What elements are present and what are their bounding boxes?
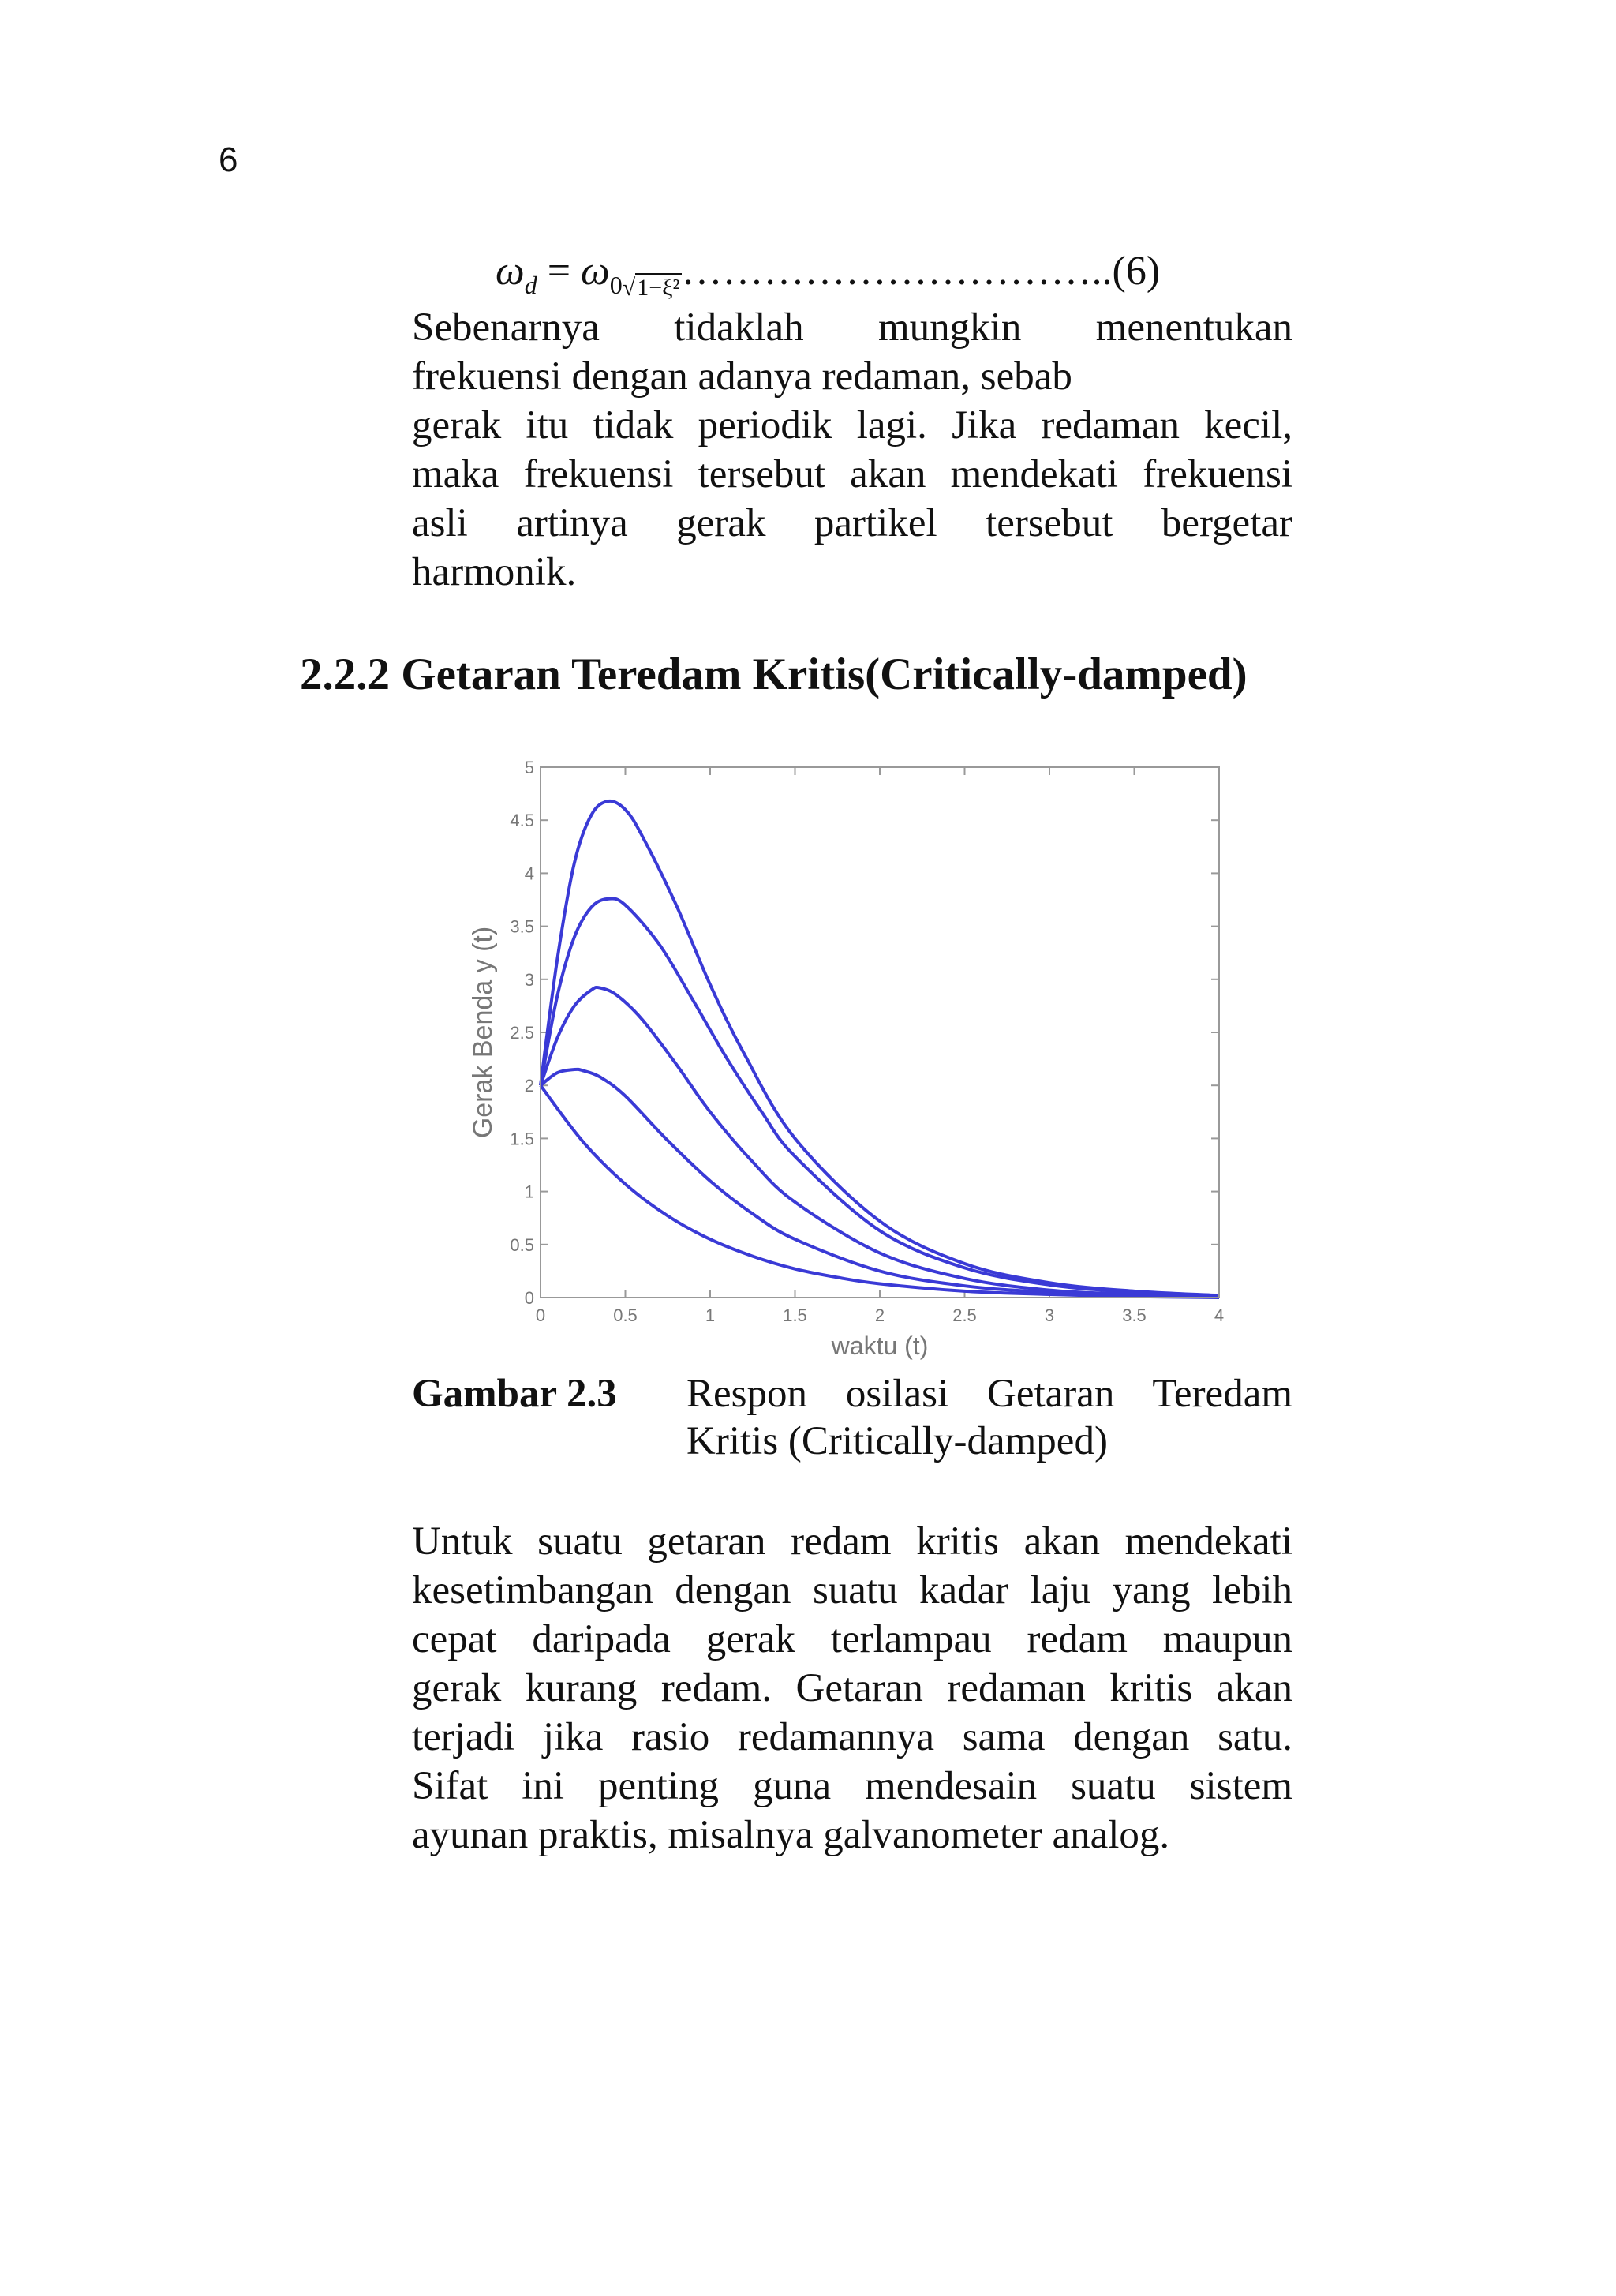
series-line-3 xyxy=(541,987,1219,1297)
y-tick-label: 3.5 xyxy=(510,916,534,937)
y-tick-label: 0 xyxy=(524,1288,534,1308)
paragraph-critical-damping xyxy=(412,1517,1292,1860)
paragraph-line: Untuk suatu getaran redam kritis akan mendekati xyxy=(412,1519,1292,1564)
y-tick-label: 0.5 xyxy=(510,1234,534,1255)
page-number: 6 xyxy=(219,140,238,179)
x-tick-label: 0 xyxy=(535,1305,546,1325)
x-tick-label: 3 xyxy=(1044,1305,1055,1325)
section-heading: 2.2.2 Getaran Teredam Kritis(Critically-damped) xyxy=(300,650,1248,699)
paragraph-line: Sebenarnya tidaklah mungkin menentukan xyxy=(412,305,1292,350)
paragraph-line: Sifat ini penting guna mendesain suatu sistem xyxy=(412,1764,1292,1808)
series-line-1 xyxy=(541,1085,1219,1298)
plot-frame xyxy=(541,767,1219,1298)
x-axis-title: waktu (t) xyxy=(831,1332,929,1360)
paragraph-line: kesetimbangan dengan suatu kadar laju yang lebih xyxy=(412,1568,1292,1612)
series-lines xyxy=(541,801,1219,1298)
y-axis-title-group xyxy=(468,927,498,1138)
figure-caption xyxy=(412,1370,1292,1465)
paragraph-line: asli artinya gerak partikel tersebut bergetar xyxy=(412,501,1292,545)
paragraph-line: gerak itu tidak periodik lagi. Jika redaman kecil, xyxy=(412,403,1292,448)
equation-leader-dots: ………………………….. xyxy=(681,249,1113,294)
equation-lhs: ω xyxy=(496,249,525,294)
y-axis-title: Gerak Benda y (t) xyxy=(468,926,498,1139)
x-tick-label: 3.5 xyxy=(1122,1305,1147,1325)
equation-sqrt: √1−ξ² xyxy=(622,275,680,301)
y-tick-label: 1.5 xyxy=(510,1129,534,1149)
equation-lhs-subscript: d xyxy=(524,271,537,299)
x-tick-label: 2 xyxy=(874,1305,885,1325)
chart-svg xyxy=(442,750,1231,1365)
paragraph-frequency-damping xyxy=(412,303,1292,597)
y-tick-label: 2 xyxy=(524,1076,534,1096)
x-tick-label: 4 xyxy=(1214,1305,1225,1325)
y-tick-label: 4.5 xyxy=(510,811,534,831)
equation-number: (6) xyxy=(1112,249,1161,294)
axis-ticks xyxy=(510,758,1224,1325)
series-line-5 xyxy=(541,801,1219,1295)
paragraph-line: gerak kurang redam. Getaran redaman kritis akan xyxy=(412,1666,1292,1710)
x-tick-label: 2.5 xyxy=(952,1305,977,1325)
paragraph-line: frekuensi dengan adanya redaman, sebab xyxy=(412,354,1072,399)
caption-label: Gambar 2.3 xyxy=(412,1372,617,1416)
paragraph-line: maka frekuensi tersebut akan mendekati frekuensi xyxy=(412,452,1292,496)
equation-rhs: ω xyxy=(581,249,610,294)
equation-equals: = xyxy=(547,249,571,294)
series-line-2 xyxy=(541,1069,1219,1297)
y-tick-label: 5 xyxy=(524,758,534,777)
paragraph-line: cepat daripada gerak terlampau redam maupun xyxy=(412,1617,1292,1661)
caption-text-line1: Respon osilasi Getaran Teredam xyxy=(686,1372,1292,1416)
x-tick-label: 0.5 xyxy=(613,1305,638,1325)
equation-rhs-subscript: 0 xyxy=(609,271,623,299)
y-tick-label: 1 xyxy=(524,1182,534,1202)
x-tick-label: 1 xyxy=(705,1305,716,1325)
y-tick-label: 2.5 xyxy=(510,1023,534,1043)
paragraph-line: harmonik. xyxy=(412,550,577,594)
y-tick-label: 3 xyxy=(524,969,534,990)
caption-text-line2: Kritis (Critically-damped) xyxy=(686,1419,1108,1463)
series-line-4 xyxy=(541,898,1219,1295)
paragraph-line: ayunan praktis, misalnya galvanometer analog. xyxy=(412,1813,1170,1857)
x-tick-label: 1.5 xyxy=(783,1305,807,1325)
figure-critically-damped-response xyxy=(442,750,1231,1365)
y-tick-label: 4 xyxy=(524,863,534,884)
paragraph-line: terjadi jika rasio redamannya sama dengan satu. xyxy=(412,1715,1292,1759)
equation-sqrt-argument: 1−ξ² xyxy=(637,275,680,301)
